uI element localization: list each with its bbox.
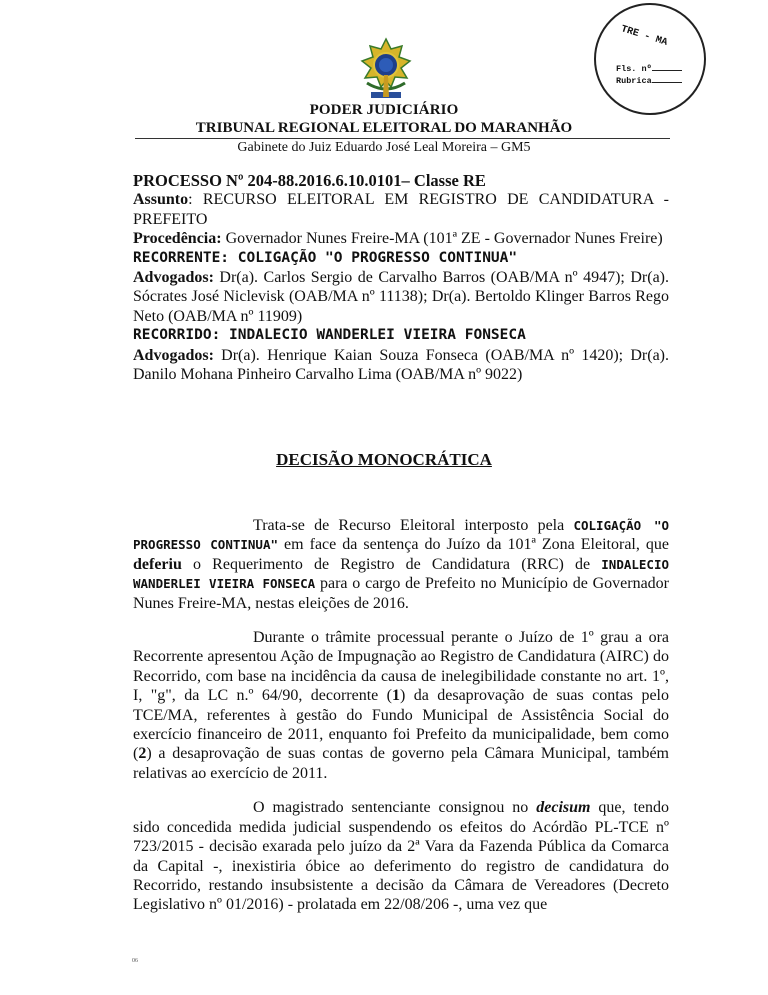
paragraph-1: [133, 516, 669, 613]
stamp-rubrica-label: Rubrica: [616, 76, 652, 86]
header-divider: [135, 138, 670, 139]
origin-label: Procedência:: [133, 230, 222, 248]
coat-of-arms-icon: [357, 37, 415, 103]
p1-candidate-name: INDALECIO WANDERLEI VIEIRA FONSECA: [133, 556, 669, 592]
lawyers-label-1: Advogados:: [133, 269, 214, 287]
p1-text-3: o Requerimento de Registro de Candidatura (RRC) de: [181, 555, 602, 573]
case-subject: [133, 190, 669, 229]
respondent: RECORRIDO: INDALECIO WANDERLEI VIEIRA FONSECA: [133, 327, 526, 344]
stamp-fls-label: Fls. nº: [616, 64, 652, 74]
origin-text: Governador Nunes Freire-MA (101ª ZE - Governador Nunes Freire): [221, 230, 663, 248]
p3-decisum: decisum: [536, 799, 591, 817]
appellant-lawyers: [133, 268, 669, 326]
p1-granted: deferiu: [133, 555, 182, 573]
subject-text: : RECURSO ELEITORAL EM REGISTRO DE CANDIDATURA - PREFEITO: [133, 191, 669, 228]
p1-text-2: em face da sentença do Juízo da 101ª Zona Eleitoral, que: [278, 536, 669, 554]
lawyers-label-2: Advogados:: [133, 346, 214, 364]
p2-item-1: 1: [392, 687, 400, 705]
appellant: RECORRENTE: COLIGAÇÃO "O PROGRESSO CONTINUA": [133, 249, 518, 266]
case-origin: [133, 229, 669, 248]
decision-body: [133, 516, 669, 930]
p1-coalition-name: COLIGAÇÃO "O PROGRESSO CONTINUA": [133, 518, 670, 553]
protocol-stamp: [594, 3, 706, 115]
p2-text-3: ) a desaprovação de suas contas de governo pela Câmara Municipal, também relativas ao exercício de 2011.: [133, 745, 669, 782]
paragraph-3: [133, 798, 669, 914]
p1-text-4: para o cargo de Prefeito no Município de Governador Nunes Freire-MA, nestas eleições de 2016.: [133, 575, 670, 612]
lawyers-text-1: Dr(a). Carlos Sergio de Carvalho Barros (OAB/MA nº 4947); Dr(a). Sócrates José Niclevisk (OAB/MA nº 11138); Dr(a). Bertoldo Klinger Barros Rego Neto (OAB/MA nº 11909): [133, 269, 669, 325]
subject-label: Assunto: [133, 191, 189, 209]
p1-text-1: Trata-se de Recurso Eleitoral interposto pela: [253, 517, 574, 534]
paragraph-2: [133, 628, 669, 783]
header-line-court: TRIBUNAL REGIONAL ELEITORAL DO MARANHÃO: [195, 120, 573, 136]
lawyers-text-2: Dr(a). Henrique Kaian Souza Fonseca (OAB/MA nº 1420); Dr(a). Danilo Mohana Pinheiro Carvalho Lima (OAB/MA nº 9022): [133, 346, 669, 384]
header-line-judiciary: PODER JUDICIÁRIO: [309, 102, 459, 118]
p2-item-2: 2: [138, 745, 147, 763]
respondent-lawyers: [133, 346, 669, 385]
decision-title: DECISÃO MONOCRÁTICA: [276, 450, 492, 469]
case-number: PROCESSO Nº 204-88.2016.6.10.0101– Classe RE: [133, 171, 486, 190]
case-info: [133, 171, 669, 384]
p3-text-2: que, tendo sido concedida medida judicial suspendendo os efeitos do Acórdão PL-TCE nº 723/2015 - decisão exarada pelo juízo da 2ª Vara da Fazenda Pública da Comarca da Capital -, inexistiria óbice ao deferimento do registro de candidatura do Recorrido, restando insubsistente a decisão da Câmara de Vereadores (Decreto Legislativo nº 01/2016) - prolatada em 22/08/206 -, uma vez que: [133, 799, 669, 914]
page-footer-number: 06: [132, 958, 138, 964]
p3-text-1: O magistrado sentenciante consignou no: [253, 799, 537, 817]
p2-text-2: ) da desaprovação de suas contas pelo TCE/MA, referentes à gestão do Fundo Municipal de Assistência Social do exercício financeiro de 2011, enquanto foi Prefeito da municipalidade, bem como (: [133, 687, 669, 763]
p2-text-1: Durante o trâmite processual perante o Juízo de 1º grau a ora Recorrente apresentou Ação de Impugnação ao Registro de Candidatura (AIRC) do Recorrido, com base na incidência da causa de inelegibilidade constante no art. 1º, I, "g", da LC n.º 64/90, decorrente (: [133, 629, 669, 705]
header-line-office: Gabinete do Juiz Eduardo José Leal Moreira – GM5: [237, 140, 531, 155]
stamp-title: TRE - MA: [619, 24, 669, 49]
